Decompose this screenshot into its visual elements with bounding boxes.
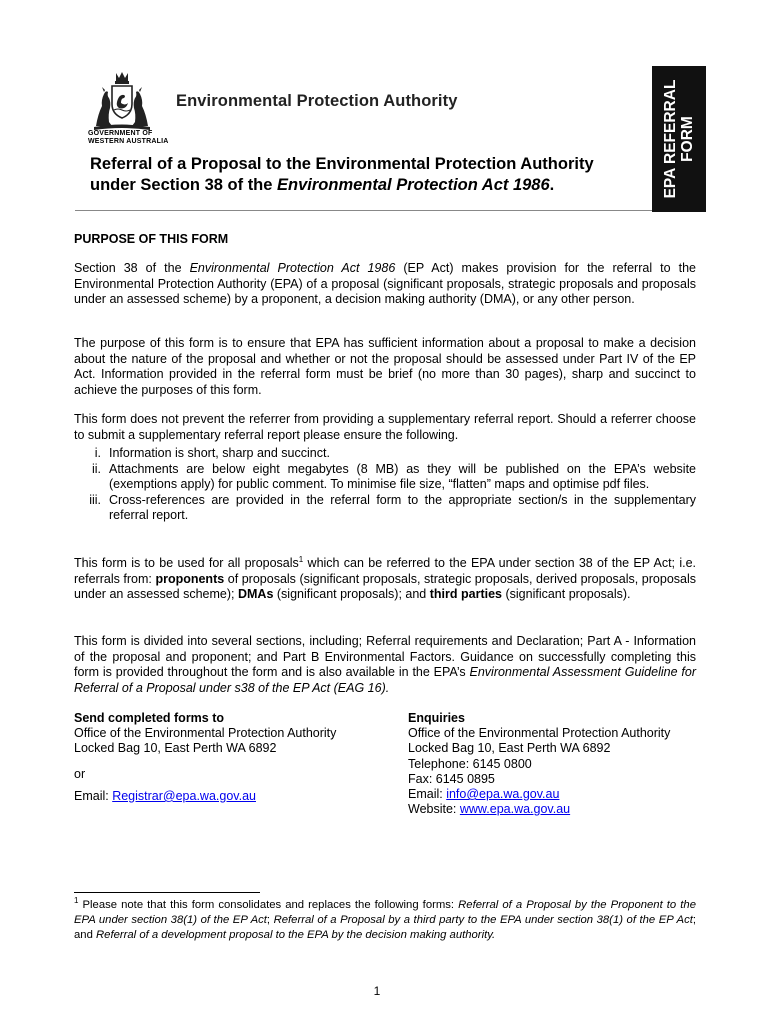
enquiries-email-line [408, 787, 708, 802]
section-heading: PURPOSE OF THIS FORM [74, 232, 229, 246]
title-act: Environmental Protection Act 1986 [277, 176, 550, 194]
tab-line2: FORM [679, 116, 696, 162]
title-post: . [549, 176, 555, 194]
p5-guideline-name: Environmental Assessment Guideline for Referral of a Proposal under s38 of the EP Act (EAG 16). [74, 665, 696, 695]
list-item-text: Information is short, sharp and succinct. [109, 446, 330, 460]
p4-text-a: This form is to be used for all proposals [74, 556, 299, 570]
government-label [88, 130, 178, 146]
send-office: Office of the Environmental Protection Authority [74, 726, 337, 741]
list-item-text: Attachments are below eight megabytes (8 MB) as they will be published on the EPA’s website (exemptions apply) for public comment. To minimise file size, “flatten” maps and optimise pdf files. [109, 461, 696, 492]
p1-text-b: (EP Act) makes provision for the referral to the Environmental Protection Authority (EPA) of a proposal (significant proposals, strategic proposals and proposals under an assessed scheme) by a proponent, a decision making authority (DMA), or any other person. [74, 261, 696, 307]
send-heading: Send completed forms to [74, 711, 225, 725]
website-link[interactable]: www.epa.wa.gov.au [459, 802, 571, 817]
enquiries-website-label: Website: [408, 802, 460, 817]
footnote-reference: 1 [298, 554, 304, 564]
list-item [74, 493, 696, 524]
registrar-email-link[interactable]: Registrar@epa.wa.gov.au [112, 788, 256, 803]
footnote-text-a: Please note that this form consolidates and replaces the following forms: [78, 899, 459, 911]
p4-dmas: DMAs [237, 587, 274, 602]
form-type-tab [652, 66, 706, 212]
footnote-form-3: Referral of a development proposal to the EPA by the decision making authority. [96, 929, 496, 941]
enquiries-address: Locked Bag 10, East Perth WA 6892 [408, 741, 611, 756]
send-email-line [74, 789, 394, 804]
requirements-list [74, 446, 696, 524]
footnote-text-b: ; [266, 914, 274, 926]
footnote [74, 898, 696, 943]
p4-third-parties: third parties [429, 587, 502, 602]
paragraph-section-38 [74, 261, 696, 308]
gov-line2: WESTERN AUSTRALIA [88, 138, 169, 145]
footnote-divider [74, 892, 260, 893]
enquiries-website-line [408, 802, 708, 817]
agency-name: Environmental Protection Authority [176, 92, 458, 110]
list-item [74, 462, 696, 493]
footnote-form-2: Referral of a Proposal by a third party to the EPA under section 38(1) of the EP Act [273, 914, 693, 926]
paragraph-purpose: The purpose of this form is to ensure that EPA has sufficient information about a proposal to make a decision about the nature of the proposal and whether or not the proposal should be assessed under Part IV of the EP Act. Information provided in the referral form must be brief (no more than 30 pages), sharp and succinct to achieve the purposes of this form. [74, 336, 696, 397]
title-line1: Referral of a Proposal to the Environmental Protection Authority [90, 155, 594, 173]
enquiries-block [408, 711, 708, 817]
list-item-number: i. [94, 446, 101, 460]
tab-line1: EPA REFERRAL [662, 79, 679, 199]
enquiries-office: Office of the Environmental Protection Authority [408, 726, 671, 741]
send-email-label: Email: [74, 788, 113, 803]
p5-text-a: This form is divided into several sections, including; Referral requirements and Declaration; Part A - Information of the proposal and proponent; and Part B Environmental Factors. Guidance on successfully completing this form is provided throughout the form and is also available in the EPA’s [74, 634, 696, 680]
paragraph-structure [74, 634, 696, 696]
paragraph-supplementary: This form does not prevent the referrer from providing a supplementary referral report. Should a referrer choose to submit a supplementary referral report please ensure the following. [74, 412, 696, 442]
p4-proponents: proponents [155, 571, 225, 586]
paragraph-usage [74, 556, 696, 603]
gov-line1: GOVERNMENT OF [88, 130, 153, 137]
list-item [74, 446, 696, 462]
enquiries-heading: Enquiries [408, 711, 465, 725]
enquiries-fax: Fax: 6145 0895 [408, 771, 495, 786]
info-email-link[interactable]: info@epa.wa.gov.au [446, 787, 560, 802]
p4-text-c: of proposals (significant proposals, strategic proposals, derived proposals, proposals under an assessed scheme); [74, 571, 696, 602]
form-type-label [662, 80, 696, 199]
p1-text-a: Section 38 of the [74, 261, 190, 275]
p4-text-d: (significant proposals); and [273, 587, 430, 602]
title-pre: under Section 38 of the [90, 176, 278, 194]
send-forms-block [74, 711, 394, 804]
list-item-number: iii. [89, 492, 101, 507]
header-divider [75, 210, 652, 211]
wa-coat-of-arms-icon [88, 70, 156, 136]
p1-act-name: Environmental Protection Act 1986 [189, 261, 396, 275]
send-address: Locked Bag 10, East Perth WA 6892 [74, 741, 277, 756]
enquiries-email-label: Email: [408, 787, 447, 802]
list-item-number: ii. [91, 461, 101, 476]
enquiries-telephone: Telephone: 6145 0800 [408, 756, 532, 771]
list-item-text: Cross-references are provided in the referral form to the appropriate section/s in the supplementary referral report. [109, 492, 696, 523]
send-or: or [74, 766, 86, 781]
page-number: 1 [373, 984, 381, 998]
p4-text-b: which can be referred to the EPA under section 38 of the EP Act; i.e. referrals from: [74, 556, 697, 586]
footnote-form-1: Referral of a Proposal by the Proponent to the EPA under section 38(1) of the EP Act [74, 899, 696, 926]
document-title [90, 154, 650, 196]
p4-text-e: (significant proposals). [502, 587, 631, 602]
footnote-number: 1 [74, 896, 79, 906]
title-line2 [90, 175, 650, 196]
footnote-text-c: ; and [74, 914, 696, 941]
